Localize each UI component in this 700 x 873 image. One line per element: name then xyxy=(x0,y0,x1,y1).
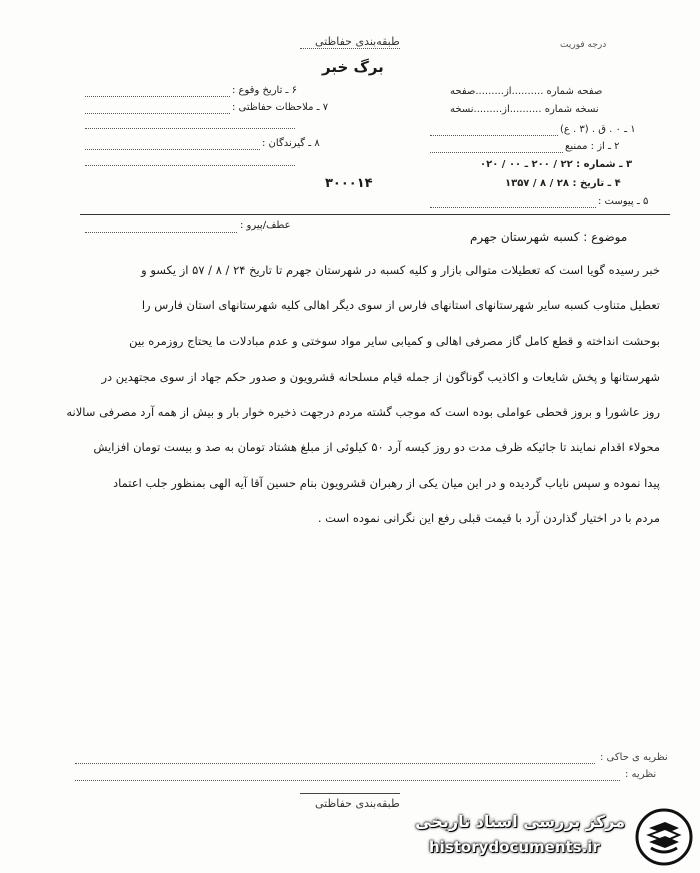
watermark-title: مرکز بررسی اسناد تاریخی xyxy=(415,812,625,831)
dots-ref xyxy=(85,232,237,233)
dots-7 xyxy=(85,113,230,114)
dots-note2 xyxy=(75,780,620,781)
body-line-8: مردم با در اختیار گذاردن آرد با قیمت قبلی رفع این نگرانی نموده است . xyxy=(317,511,660,525)
dots-8 xyxy=(85,149,260,150)
dots-f1 xyxy=(430,135,558,136)
body-line-1: خبر رسیده گویا است که تعطیلات متوالی بازار و کلیه کسبه در شهرستان جهرم تا تاریخ ۲۴ / ۸ / ۵۷ از یکسو و xyxy=(141,263,660,277)
body-line-7: پیدا نموده و سپس نایاب گردیده و در این میان یکی از رهبران قشرویون بنام حسین آقا آیه الهی بمنظور جلب اعتماد xyxy=(112,476,660,490)
field-1: ۱ ـ ۰ . ق . (۳ . ع) xyxy=(560,124,636,135)
classification-dots xyxy=(300,48,400,49)
classification-top: طبقه‌بندی حفاظتی xyxy=(315,35,400,48)
page-title: برگ خبر xyxy=(322,58,384,76)
note-2: نظریه : xyxy=(625,769,657,780)
archive-logo-icon xyxy=(635,808,693,866)
dots-f2 xyxy=(430,152,563,153)
field-security-notes: ۷ ـ ملاحظات حفاظتی : xyxy=(232,102,329,113)
classification-bottom-line xyxy=(300,793,400,794)
body-line-3: بوحشت انداخته و قطع کامل گاز مصرفی اهالی و کمیابی سایر مواد سوختی و عدم مبادلات ما یحتاج روزمره بین xyxy=(129,334,660,348)
watermark-url: historydocuments.ir xyxy=(429,838,600,856)
field-5: ۵ ـ پیوست : xyxy=(598,196,649,207)
classification-bottom: طبقه‌بندی حفاظتی xyxy=(315,797,400,810)
dots-7b xyxy=(85,128,295,129)
body-line-2: تعطیل متناوب کسبه سایر شهرستانهای استانهای فارس از سوی دیگر اهالی کلیه شهرستانهای استان فارس را xyxy=(141,298,660,312)
dots-note1 xyxy=(75,763,595,764)
body-line-4: شهرستانها و پخش شایعات و اکاذیب گوناگون از جمله قیام مسلحانه قشرویون و صدور حکم جهاد از سوی مجتهدین در xyxy=(101,370,660,384)
urgency-label: درجه فوریت xyxy=(560,40,607,50)
field-recipients: ۸ ـ گیرندگان : xyxy=(262,138,320,149)
note-1: نظریه ی حاکی : xyxy=(600,752,668,763)
watermark-logo xyxy=(405,806,695,868)
dots-6 xyxy=(85,96,230,97)
serial-number: ۳۰۰۰۱۴ xyxy=(325,176,373,191)
field-3: ۳ ـ شماره : ۲۲ / ۲۰۰ ـ ۰۰ / ۰۲۰ xyxy=(480,159,633,170)
header-divider xyxy=(80,214,670,215)
body-line-6: محولاء اقدام نمایند تا جائیکه ظرف مدت دو روز کیسه آرد ۵۰ کیلوئی از مبلغ هشتاد تومان به صد و بیست تومان افزایش xyxy=(93,440,660,454)
dots-f5 xyxy=(430,207,596,208)
reference-field: عطف/پیرو : xyxy=(240,220,291,231)
copy-number: نسخه شماره ..........از.........نسخه xyxy=(450,104,599,115)
subject-line: موضوع : کسبه شهرستان جهرم xyxy=(470,230,628,244)
body-line-5: روز عاشورا و بروز قحطی عواملی بوده است که موجب گشته مردم درجهت ذخیره خوار بار و بیش از همه آرد مصرفی سالانه xyxy=(66,405,660,419)
field-occurrence-date: ۶ ـ تاریخ وقوع : xyxy=(232,85,298,96)
dots-8b xyxy=(85,165,295,166)
page-number: صفحه شماره ..........از.........صفحه xyxy=(450,86,603,97)
field-4: ۴ ـ تاریخ : ۲۸ / ۸ / ۱۳۵۷ xyxy=(505,178,621,189)
field-2: ۲ ـ از : ممنبع xyxy=(565,141,620,152)
